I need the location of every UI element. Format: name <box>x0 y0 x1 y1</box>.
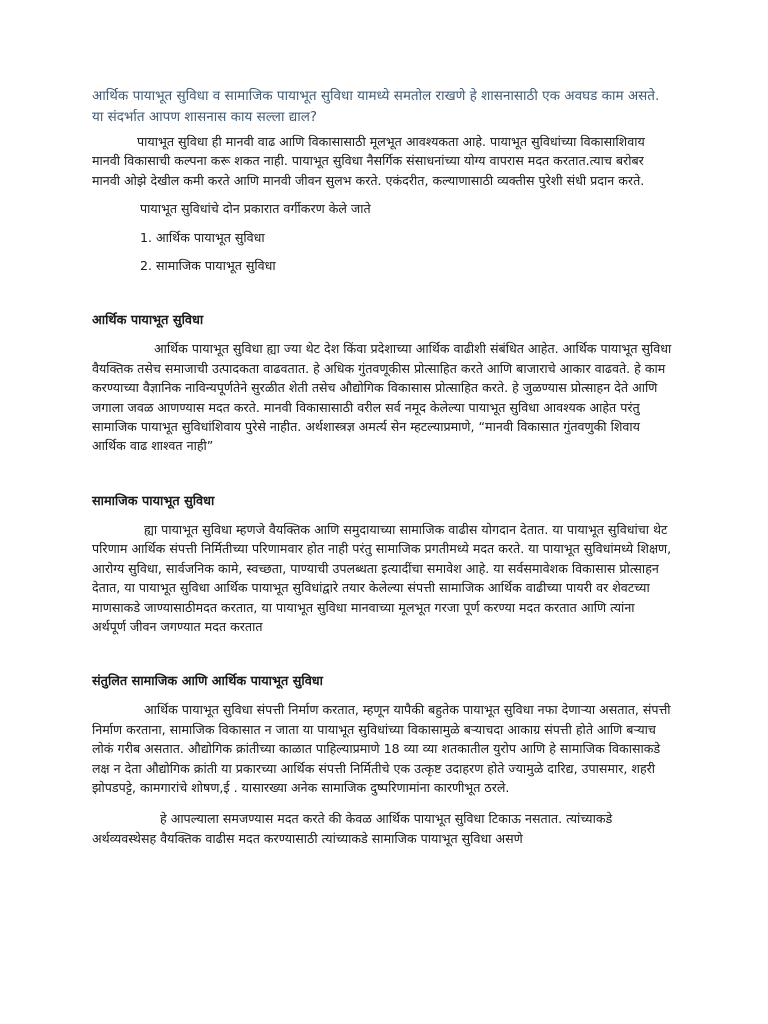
classification-item-economic: 1. आर्थिक पायाभूत सुविधा <box>140 229 265 245</box>
section-heading-social: सामाजिक पायाभूत सुविधा <box>92 493 215 509</box>
spacer <box>92 275 672 311</box>
spacer <box>92 797 672 809</box>
section-paragraph-economic: आर्थिक पायाभूत सुविधा ह्या ज्या थेट देश किंवा प्रदेशाच्या आर्थिक वाढीशी संबंधित आहेत. आर्थिक पायाभूत सुविधा वैयक्तिक तसेच समाजाची उत्पादकता वाढवतात. हे अधिक गुंतवणूकीस प्रोत्साहित करते आणि बाजाराचे आकार वाढवते. हे काम करण्याच्या वैज्ञानिक नाविन्यपूर्णतेने सुरळीत शेती तसेच औद्योगिक विकासास प्रोत्साहित करते. हे जुळण्यास प्रोत्साहन देते आणि जगाला जवळ आणण्यास मदत करते. मानवी विकासासाठी वरील सर्व नमूद केलेल्या पायाभूत सुविधा आवश्यक आहेत परंतु सामाजिक पायाभूत सुविधांशिवाय पुरेसे नाहीत. अर्थशास्त्रज्ञ अमर्त्य सेन म्हटल्याप्रमाणे, “मानवी विकासात गुंतवणुकी शिवाय आर्थिक वाढ शाश्वत नाही” <box>92 341 672 454</box>
spacer <box>92 331 672 339</box>
intro-paragraph: पायाभूत सुविधा ही मानवी वाढ आणि विकासासाठी मूलभूत आवश्यकता आहे. पायाभूत सुविधांच्या विकासाशिवाय मानवी विकासाची कल्पना करू शकत नाही. पायाभूत सुविधा नैसर्गिक संसाधनांच्या योग्य वापरास मदत करतात.त्याच बरोबर मानवी ओझे देखील कमी करते आणि मानवी जीवन सुलभ करते. एकंदरीत, कल्याणासाठी व्यक्तीस पुरेशी संधी प्रदान करते. <box>92 134 645 188</box>
section-paragraph-balanced-2: हे आपल्याला समजण्यास मदत करते की केवळ आर्थिक पायाभूत सुविधा टिकाऊ नसतात. त्यांच्याकडे अर्थव्यवस्थेसह वैयक्तिक वाढीस मदत करण्यासाठी त्यांच्याकडे सामाजिक पायाभूत सुविधा असणे <box>92 811 613 846</box>
spacer <box>92 636 672 672</box>
classification-intro: पायाभूत सुविधांचे दोन प्रकारात वर्गीकरण केले जाते <box>140 201 371 217</box>
spacer <box>92 456 672 492</box>
section-paragraph-social: ह्या पायाभूत सुविधा म्हणजे वैयक्तिक आणि समुदायाच्या सामाजिक वाढीस योगदान देतात. या पायाभूत सुविधांचा थेट परिणाम आर्थिक संपत्ती निर्मितीच्या परिणामवार होत नाही परंतु सामाजिक प्रगतीमध्ये मदत करते. या पायाभूत सुविधांमध्ये शिक्षण, आरोग्य सुविधा, सार्वजनिक कामे, स्वच्छता, पाण्याची उपलब्धता इत्यादींचा समावेश आहे. या सर्वसमावेशक विकासास प्रोत्साहन देतात, या पायाभूत सुविधा आर्थिक पायाभूत सुविधांद्वारे तयार केलेल्या संपत्ती सामाजिक आर्थिक वाढीच्या पायरी वर शेवटच्या माणसाकडे जाण्यासाठीमदत करतात, या पायाभूत सुविधा मानवाच्या मूलभूत गरजा पूर्ण करण्या मदत करतात आणि त्यांना अर्थपूर्ण जीवन जगण्यात मदत करतात <box>92 521 672 634</box>
section-heading-economic: आर्थिक पायाभूत सुविधा <box>92 313 204 329</box>
document-page <box>92 86 672 848</box>
classification-item-social: 2. सामाजिक पायाभूत सुविधा <box>140 258 276 274</box>
section-paragraph-balanced-1: आर्थिक पायाभूत सुविधा संपत्ती निर्माण करतात, म्हणून यापैकी बहुतेक पायाभूत सुविधा नफा देणाऱ्या असतात, संपत्ती निर्माण करताना, सामाजिक विकासात न जाता या पायाभूत सुविधांच्या विकासामुळे बऱ्याचदा आकाग्र संपत्ती होते आणि बऱ्याच लोकं गरीब असतात. औद्योगिक क्रांतीच्या काळात पाहिल्याप्रमाणे 18 व्या व्या शतकातील युरोप आणि हे सामाजिक विकासाकडे लक्ष न देता औद्योगिक क्रांती या प्रकारच्या आर्थिक संपत्ती निर्मितीचे एक उत्कृष्ट उदाहरण होते ज्यामुळे दारिद्य, उपासमार, शहरी झोपडपट्टे, कामगारांचे शोषण,ई . यासारख्या अनेक सामाजिक दुष्परिणामांना कारणीभूत ठरले. <box>92 702 671 795</box>
document-title: आर्थिक पायाभूत सुविधा व सामाजिक पायाभूत सुविधा यामध्ये समतोल राखणे हे शासनासाठी एक अवघड काम असते. या संदर्भात आपण शासनास काय सल्ला द्याल? <box>92 88 660 125</box>
spacer <box>92 692 672 700</box>
section-heading-balanced: संतुलित सामाजिक आणि आर्थिक पायाभूत सुविधा <box>92 674 323 690</box>
spacer <box>92 512 672 520</box>
